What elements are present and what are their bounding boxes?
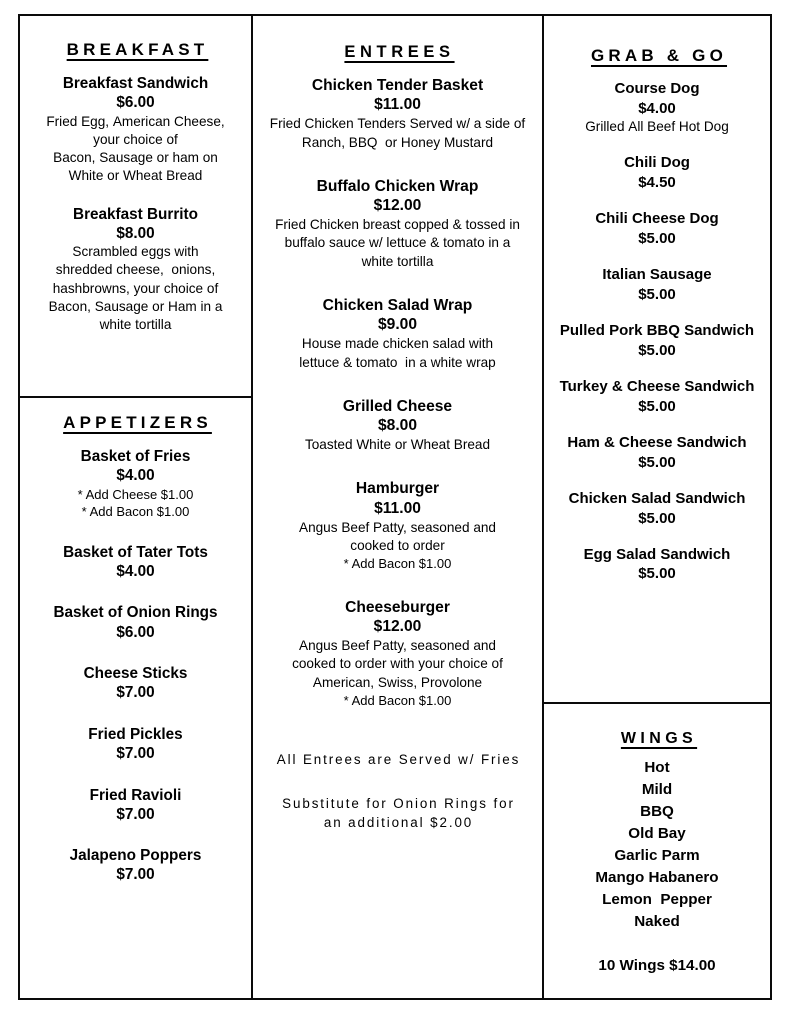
wings-flavor-list	[550, 757, 764, 933]
menu-item-price: $6.00	[116, 94, 155, 112]
menu-item-description: shredded cheese, onions,	[55, 262, 216, 278]
menu-item	[26, 725, 245, 764]
menu-item-name: Jalapeno Poppers	[69, 847, 202, 865]
menu-item	[26, 543, 245, 582]
menu-item	[550, 434, 764, 472]
menu-item-description: American, Swiss, Provolone	[312, 674, 483, 690]
wings-flavor: Naked	[634, 913, 680, 931]
menu-column-right	[544, 16, 770, 998]
menu-item-price: $4.50	[638, 173, 676, 191]
menu-item	[26, 205, 245, 335]
menu-item	[26, 786, 245, 825]
menu-item-price: $5.00	[638, 509, 676, 527]
menu-item-name: Chili Cheese Dog	[595, 210, 719, 228]
wings-flavor: Hot	[644, 759, 670, 776]
section-title-breakfast: BREAKFAST	[66, 40, 209, 59]
menu-item-description: Toasted White or Wheat Bread	[304, 437, 491, 453]
section-title-grab-and-go: GRAB & GO	[590, 46, 728, 65]
menu-item-description: cooked to order	[350, 538, 445, 554]
menu-item-description: Fried Egg, American Cheese,	[46, 113, 225, 129]
entrees-item-list	[259, 76, 536, 709]
menu-item-name: Turkey & Cheese Sandwich	[559, 377, 755, 395]
menu-item	[550, 210, 764, 248]
section-wings	[544, 704, 770, 998]
menu-item-price: $5.00	[638, 285, 676, 303]
menu-item-price: $4.00	[116, 562, 155, 580]
section-title-entrees: ENTREES	[344, 43, 455, 61]
menu-item-price: $6.00	[116, 623, 155, 641]
menu-item	[259, 479, 536, 572]
menu-item-description: hashbrowns, your choice of	[52, 280, 219, 296]
menu-item-name: Chili Dog	[624, 154, 690, 172]
menu-item-price: $4.00	[638, 99, 676, 117]
menu-item	[259, 177, 536, 271]
section-title-wings: WINGS	[620, 730, 698, 747]
wings-flavor: Old Bay	[628, 825, 686, 843]
menu-item-description: white tortilla	[99, 317, 172, 332]
menu-item-description: House made chicken salad with	[301, 336, 494, 352]
menu-item-description: Bacon, Sausage or Ham in a	[48, 298, 223, 314]
menu-item	[26, 447, 245, 521]
menu-column-left	[20, 16, 253, 998]
menu-item-price: $8.00	[116, 224, 155, 242]
menu-item-price: $11.00	[374, 96, 421, 114]
menu-item	[550, 490, 764, 528]
menu-item-name: Hamburger	[355, 480, 440, 498]
menu-item-name: Grilled Cheese	[342, 397, 453, 415]
menu-item-description: lettuce & tomato in a white wrap	[299, 354, 496, 370]
menu-item-name: Basket of Tater Tots	[63, 543, 208, 561]
menu-item-price: $9.00	[377, 316, 418, 334]
menu-item-name: Basket of Fries	[80, 448, 191, 465]
menu-item-description: Scrambled eggs with	[72, 244, 199, 260]
menu-item-description: your choice of	[93, 131, 178, 147]
entrees-note: Substitute for Onion Rings for an additional $2.00	[282, 796, 515, 830]
menu-item-name: Fried Pickles	[88, 725, 183, 743]
wings-flavor: Garlic Parm	[614, 847, 700, 865]
menu-item-name: Ham & Cheese Sandwich	[567, 433, 747, 451]
menu-item-price: $11.00	[374, 499, 421, 517]
section-grab-and-go	[544, 16, 770, 704]
menu-item-price: $5.00	[638, 229, 676, 247]
menu-item	[259, 76, 536, 152]
appetizers-item-list	[26, 447, 245, 885]
wings-flavor: Mild	[641, 781, 673, 799]
menu-item-price: $7.00	[116, 805, 155, 823]
menu-item	[26, 74, 245, 186]
section-appetizers	[20, 398, 251, 998]
menu-item-name: Fried Ravioli	[89, 786, 182, 804]
entrees-notes	[259, 751, 536, 831]
menu-item-name: Buffalo Chicken Wrap	[316, 177, 479, 195]
menu-item	[26, 603, 245, 642]
menu-item-price: $7.00	[116, 744, 155, 762]
menu-item-name: Chicken Salad Sandwich	[568, 489, 746, 507]
menu-item-price: $5.00	[638, 565, 676, 583]
menu-item-name: Chicken Salad Wrap	[322, 296, 473, 314]
menu-item-price: $8.00	[377, 417, 418, 435]
menu-item-name: Egg Salad Sandwich	[583, 545, 731, 563]
section-entrees	[253, 16, 542, 998]
menu-item	[550, 378, 764, 416]
menu-item-description: Bacon, Sausage or ham on	[53, 150, 218, 166]
menu-item-name: Cheese Sticks	[83, 665, 188, 683]
menu-item-description: buffalo sauce w/ lettuce & tomato in a	[284, 235, 511, 251]
wings-flavor: Lemon Pepper	[602, 891, 712, 909]
wings-flavor: BBQ	[640, 803, 674, 821]
menu-item-name: Course Dog	[614, 80, 700, 97]
section-breakfast	[20, 16, 251, 398]
entrees-note: All Entrees are Served w/ Fries	[276, 752, 521, 768]
menu-item-addon: * Add Cheese $1.00	[77, 486, 194, 502]
menu-item-description: White or Wheat Bread	[68, 168, 203, 184]
menu-item-name: Pulled Pork BBQ Sandwich	[559, 321, 755, 339]
menu-item-price: $12.00	[373, 618, 422, 636]
menu-column-middle	[253, 16, 544, 998]
menu-item-price: $5.00	[638, 397, 676, 415]
menu-item-addon: * Add Bacon $1.00	[343, 692, 452, 708]
menu-item-name: Cheeseburger	[345, 598, 450, 616]
menu-item-name: Basket of Onion Rings	[53, 604, 218, 622]
menu-item-name: Chicken Tender Basket	[311, 77, 484, 94]
menu-item-description: Angus Beef Patty, seasoned and	[299, 519, 496, 535]
menu-item	[550, 546, 764, 584]
menu-item-price: $12.00	[373, 197, 422, 215]
menu-item-price: $5.00	[638, 453, 676, 471]
menu-item	[550, 80, 764, 136]
menu-item-description: Grilled All Beef Hot Dog	[585, 118, 729, 134]
section-title-appetizers: APPETIZERS	[63, 413, 212, 432]
menu-item-addon: * Add Bacon $1.00	[81, 504, 190, 520]
menu-item-price: $7.00	[116, 866, 155, 884]
menu-board	[18, 14, 772, 1000]
menu-item	[550, 266, 764, 304]
wings-price-line: 10 Wings $14.00	[598, 957, 716, 975]
breakfast-item-list	[26, 74, 245, 334]
menu-item-description: Angus Beef Patty, seasoned and	[299, 638, 496, 654]
menu-item-name: Breakfast Sandwich	[62, 75, 209, 92]
menu-item-description: cooked to order with your choice of	[292, 656, 503, 672]
menu-item	[259, 598, 536, 710]
menu-item-description: Fried Chicken breast copped & tossed in	[275, 217, 520, 233]
menu-item-price: $4.00	[116, 467, 155, 485]
menu-item-name: Italian Sausage	[602, 266, 712, 284]
menu-item-description: Ranch, BBQ or Honey Mustard	[301, 134, 494, 150]
menu-item	[550, 322, 764, 360]
menu-item	[259, 296, 536, 372]
menu-item-description: Fried Chicken Tenders Served w/ a side of	[269, 116, 526, 132]
wings-flavor: Mango Habanero	[595, 869, 719, 887]
menu-item-addon: * Add Bacon $1.00	[343, 556, 452, 572]
grab-and-go-item-list	[550, 80, 764, 584]
menu-item	[550, 154, 764, 192]
menu-item-name: Breakfast Burrito	[73, 205, 198, 223]
menu-item-price: $7.00	[116, 684, 155, 702]
menu-item	[26, 846, 245, 885]
menu-item-description: white tortilla	[361, 253, 434, 269]
menu-item	[259, 397, 536, 455]
menu-item-price: $5.00	[638, 341, 676, 359]
menu-item	[26, 664, 245, 703]
